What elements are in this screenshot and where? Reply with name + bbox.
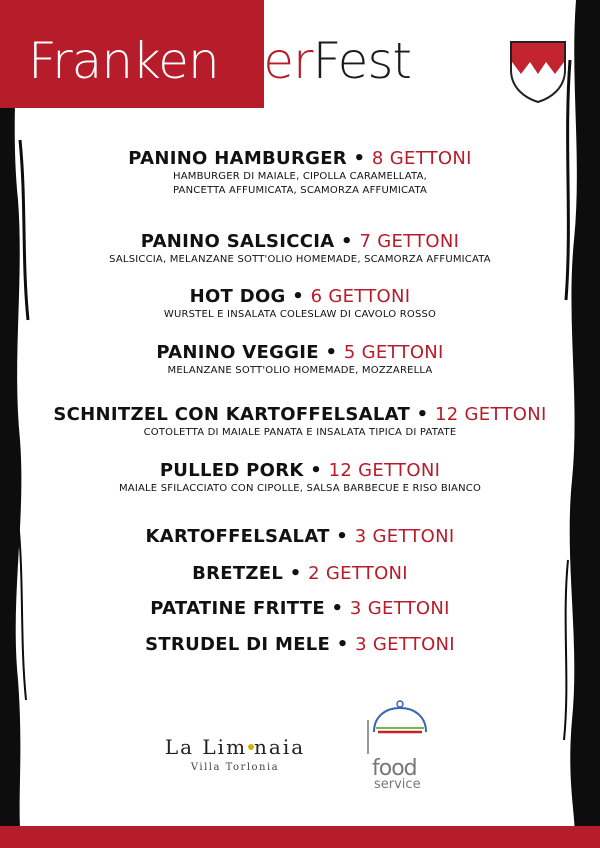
- menu-item-strudel: [40, 634, 560, 656]
- item-price: 3 GETTONI: [349, 598, 450, 619]
- separator: •: [330, 634, 356, 655]
- food-service-logo: [358, 698, 442, 794]
- service-word: service: [374, 777, 421, 792]
- item-price: 12 GETTONI: [328, 460, 441, 481]
- item-name: PANINO VEGGIE: [156, 342, 319, 363]
- separator: •: [410, 404, 436, 425]
- title-part-bier: Bier: [218, 32, 313, 90]
- item-price: 12 GETTONI: [435, 404, 547, 425]
- item-name: STRUDEL DI MELE: [145, 634, 331, 655]
- item-name: KARTOFFELSALAT: [145, 526, 330, 547]
- separator: •: [285, 286, 311, 307]
- item-price: 3 GETTONI: [354, 526, 455, 547]
- separator: •: [334, 231, 360, 252]
- item-description: MAIALE SFILACCIATO CON CIPOLLE, SALSA BARBECUE E RISO BIANCO: [118, 483, 482, 494]
- item-description: SALSICCIA, MELANZANE SOTT'OLIO HOMEMADE, SCAMORZA AFFUMICATA: [109, 254, 491, 265]
- item-price: 5 GETTONI: [343, 342, 444, 363]
- item-name: SCHNITZEL CON KARTOFFELSALAT: [53, 404, 411, 425]
- separator: •: [318, 342, 344, 363]
- item-name: PULLED PORK: [159, 460, 304, 481]
- item-price: 6 GETTONI: [310, 286, 411, 307]
- separator: •: [283, 563, 309, 584]
- bottom-bar: [0, 826, 600, 848]
- menu-item-kartoffelsalat: [40, 526, 560, 548]
- item-name: PANINO HAMBURGER: [128, 148, 347, 169]
- separator: •: [303, 460, 329, 481]
- item-name: PATATINE FRITTE: [150, 598, 325, 619]
- item-name: BRETZEL: [192, 563, 284, 584]
- limonaia-subtitle: Villa Torlonia: [190, 762, 280, 773]
- menu-item-patatine-fritte: [40, 598, 560, 620]
- item-name: HOT DOG: [189, 286, 286, 307]
- item-description: MELANZANE SOTT'OLIO HOMEMADE, MOZZARELLA: [167, 365, 433, 376]
- brush-stroke-right: [560, 0, 600, 848]
- menu-item-schnitzel: [40, 404, 560, 440]
- la-limonaia-logo: [150, 734, 320, 776]
- item-price: 8 GETTONI: [371, 148, 472, 169]
- menu-item-bretzel: [40, 563, 560, 585]
- menu-item-panino-salsiccia: [40, 231, 560, 267]
- separator: •: [346, 148, 372, 169]
- menu-item-pulled-pork: [40, 460, 560, 496]
- separator: •: [329, 526, 355, 547]
- limonaia-name-part1: La Lim: [164, 735, 248, 759]
- title-part-franken: Franken: [28, 32, 219, 90]
- limonaia-name-part2: naia: [254, 735, 306, 759]
- item-description: HAMBURGER DI MAIALE, CIPOLLA CARAMELLATA,: [172, 171, 427, 182]
- franconian-rake-crest-icon: [509, 40, 567, 104]
- cloche-icon: [358, 698, 442, 758]
- item-price: 3 GETTONI: [355, 634, 455, 655]
- item-price: 2 GETTONI: [308, 563, 408, 584]
- brush-stroke-left: [0, 0, 40, 848]
- item-description: WURSTEL E INSALATA COLESLAW DI CAVOLO ROSSO: [163, 309, 437, 320]
- item-description: COTOLETTA DI MAIALE PANATA E INSALATA TIPICA DI PATATE: [143, 427, 457, 438]
- menu-item-hot-dog: [40, 286, 560, 322]
- title-part-fest: Fest: [312, 32, 412, 90]
- item-name: PANINO SALSICCIA: [140, 231, 335, 252]
- festival-title: [28, 30, 411, 92]
- item-description: PANCETTA AFFUMICATA, SCAMORZA AFFUMICATA: [172, 185, 428, 196]
- menu-item-panino-veggie: [40, 342, 560, 378]
- food-word: food: [372, 756, 417, 781]
- menu-item-panino-hamburger: [40, 148, 560, 198]
- item-price: 7 GETTONI: [359, 231, 460, 252]
- separator: •: [324, 598, 350, 619]
